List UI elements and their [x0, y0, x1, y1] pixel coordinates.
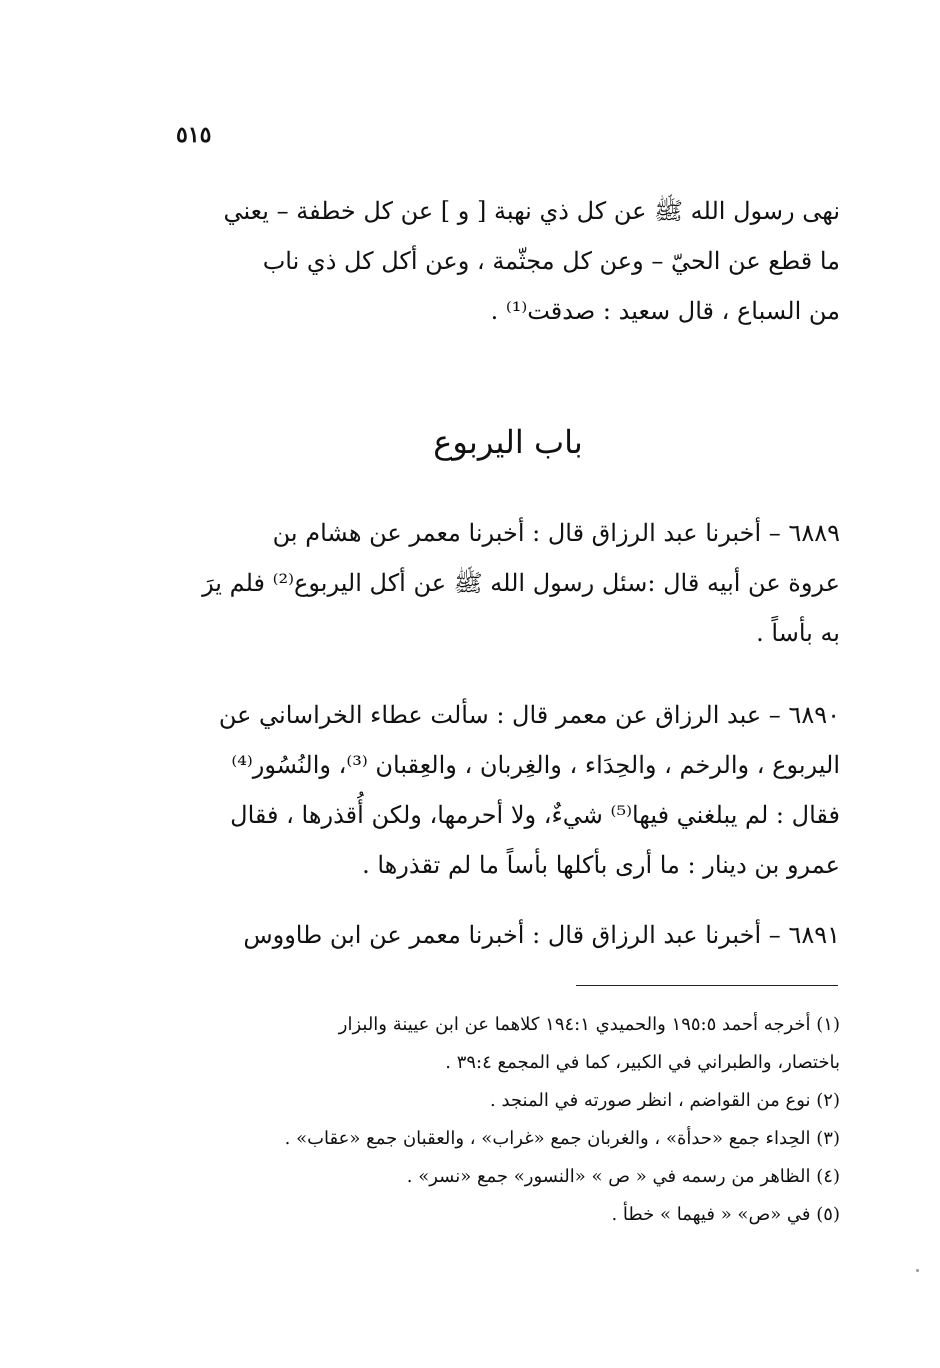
hadith-6889 [176, 508, 840, 658]
text-line: من السباع ، قال سعيد : صدقت⁽¹⁾ . [490, 297, 840, 325]
text-line: نهى رسول الله ﷺ عن كل ذي نهبة [ و ] عن كل خطفة – يعني [223, 197, 840, 225]
intro-paragraph [176, 186, 840, 336]
footnote-line: (٣) الحِداء جمع «حدأة» ، والغربان جمع «غراب» ، والعقبان جمع «عقاب» . [284, 1128, 840, 1149]
footnote-line: باختصار، والطبراني في الكبير، كما في المجمع ٣٩:٤ . [445, 1052, 840, 1073]
hadith-6890 [176, 690, 840, 890]
text-line: ما قطع عن الحيّ – وعن كل مجثّمة ، وعن أكل كل ذي ناب [262, 247, 840, 275]
text-line: فقال : لم يبلغني فيها⁽⁵⁾ شيءٌ، ولا أحرمها، ولكن أُقذرها ، فقال [230, 801, 840, 829]
chapter-title: باب اليربوع [433, 423, 583, 461]
footnote-line: (٥) في «ص» « فيهما » خطأ . [611, 1204, 840, 1225]
scan-speck [916, 1269, 919, 1272]
text-line: اليربوع ، والرخم ، والحِدَاء ، والغِربان ، والعِقبان ⁽³⁾، والنُسُور⁽⁴⁾ [231, 751, 840, 779]
text-line: ٦٨٨٩ – أخبرنا عبد الرزاق قال : أخبرنا معمر عن هشام بن [272, 519, 840, 547]
text-line: به بأساً . [756, 619, 840, 647]
footnote-line: (١) أخرجه أحمد ١٩٥:٥ والحميدي ١٩٤:١ كلاهما عن ابن عيينة والبزار [338, 1014, 840, 1035]
footnote-line: (٤) الظاهر من رسمه في « ص » «النسور» جمع «نسر» . [406, 1166, 840, 1187]
footnote-divider [576, 985, 838, 986]
page-number: ٥١٥ [176, 122, 212, 148]
footnotes [176, 1006, 840, 1234]
text-line: ٦٨٩٠ – عبد الرزاق عن معمر قال : سألت عطاء الخراساني عن [218, 701, 840, 729]
text-line: عمرو بن دينار : ما أرى بأكلها بأساً ما لم تقذرها . [362, 851, 840, 879]
text-line: عروة عن أبيه قال :سئل رسول الله ﷺ عن أكل اليربوع⁽²⁾ فلم يرَ [202, 569, 840, 597]
footnote-line: (٢) نوع من القواضم ، انظر صورته في المنجد . [490, 1090, 840, 1111]
hadith-6891 [176, 910, 840, 960]
text-line: ٦٨٩١ – أخبرنا عبد الرزاق قال : أخبرنا معمر عن ابن طاووس [243, 921, 840, 949]
